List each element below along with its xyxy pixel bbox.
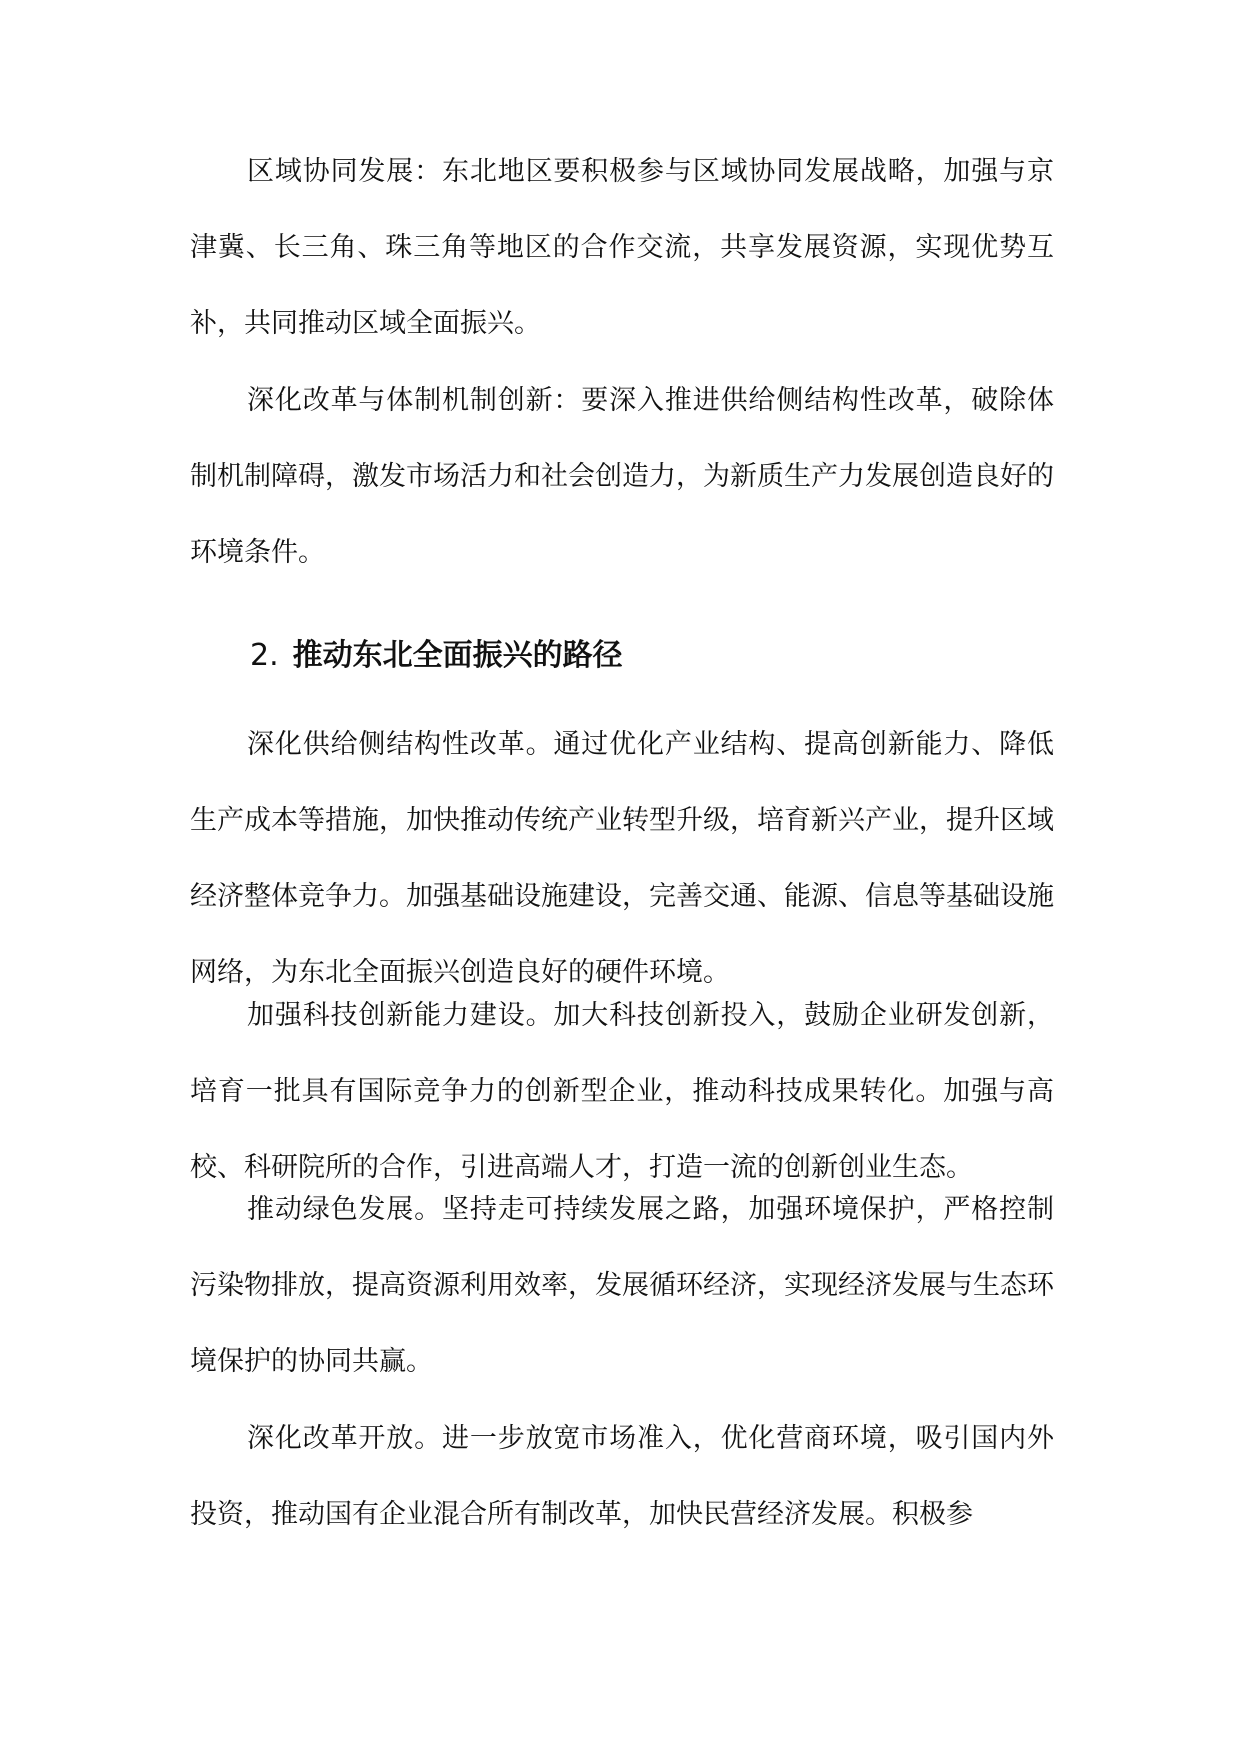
section-title: 推动东北全面振兴的路径 bbox=[292, 638, 623, 673]
paragraph-tech-innovation: 加强科技创新能力建设。加大科技创新投入，鼓励企业研发创新，培育一批具有国际竞争力的创新型企业，推动科技成果转化。加强与高校、科研院所的合作，引进高端人才，打造一流的创新创业生态。 bbox=[190, 1000, 1054, 1183]
paragraph-regional-coordination: 区域协同发展：东北地区要积极参与区域协同发展战略，加强与京津冀、长三角、珠三角等地区的合作交流，共享发展资源，实现优势互补，共同推动区域全面振兴。 bbox=[190, 156, 1054, 339]
paragraph-reform-innovation: 深化改革与体制机制创新：要深入推进供给侧结构性改革，破除体制机制障碍，激发市场活力和社会创造力，为新质生产力发展创造良好的环境条件。 bbox=[190, 385, 1054, 568]
section-number: 2. bbox=[250, 638, 279, 673]
section-heading bbox=[250, 626, 623, 686]
paragraph-green-development: 推动绿色发展。坚持走可持续发展之路，加强环境保护，严格控制污染物排放，提高资源利用效率，发展循环经济，实现经济发展与生态环境保护的协同共赢。 bbox=[190, 1194, 1054, 1377]
paragraph-reform-opening: 深化改革开放。进一步放宽市场准入，优化营商环境，吸引国内外投资，推动国有企业混合所有制改革，加快民营经济发展。积极参 bbox=[190, 1423, 1054, 1530]
paragraph-supply-side-reform: 深化供给侧结构性改革。通过优化产业结构、提高创新能力、降低生产成本等措施，加快推动传统产业转型升级，培育新兴产业，提升区域经济整体竞争力。加强基础设施建设，完善交通、能源、信息等基础设施网络，为东北全面振兴创造良好的硬件环境。 bbox=[190, 729, 1054, 988]
